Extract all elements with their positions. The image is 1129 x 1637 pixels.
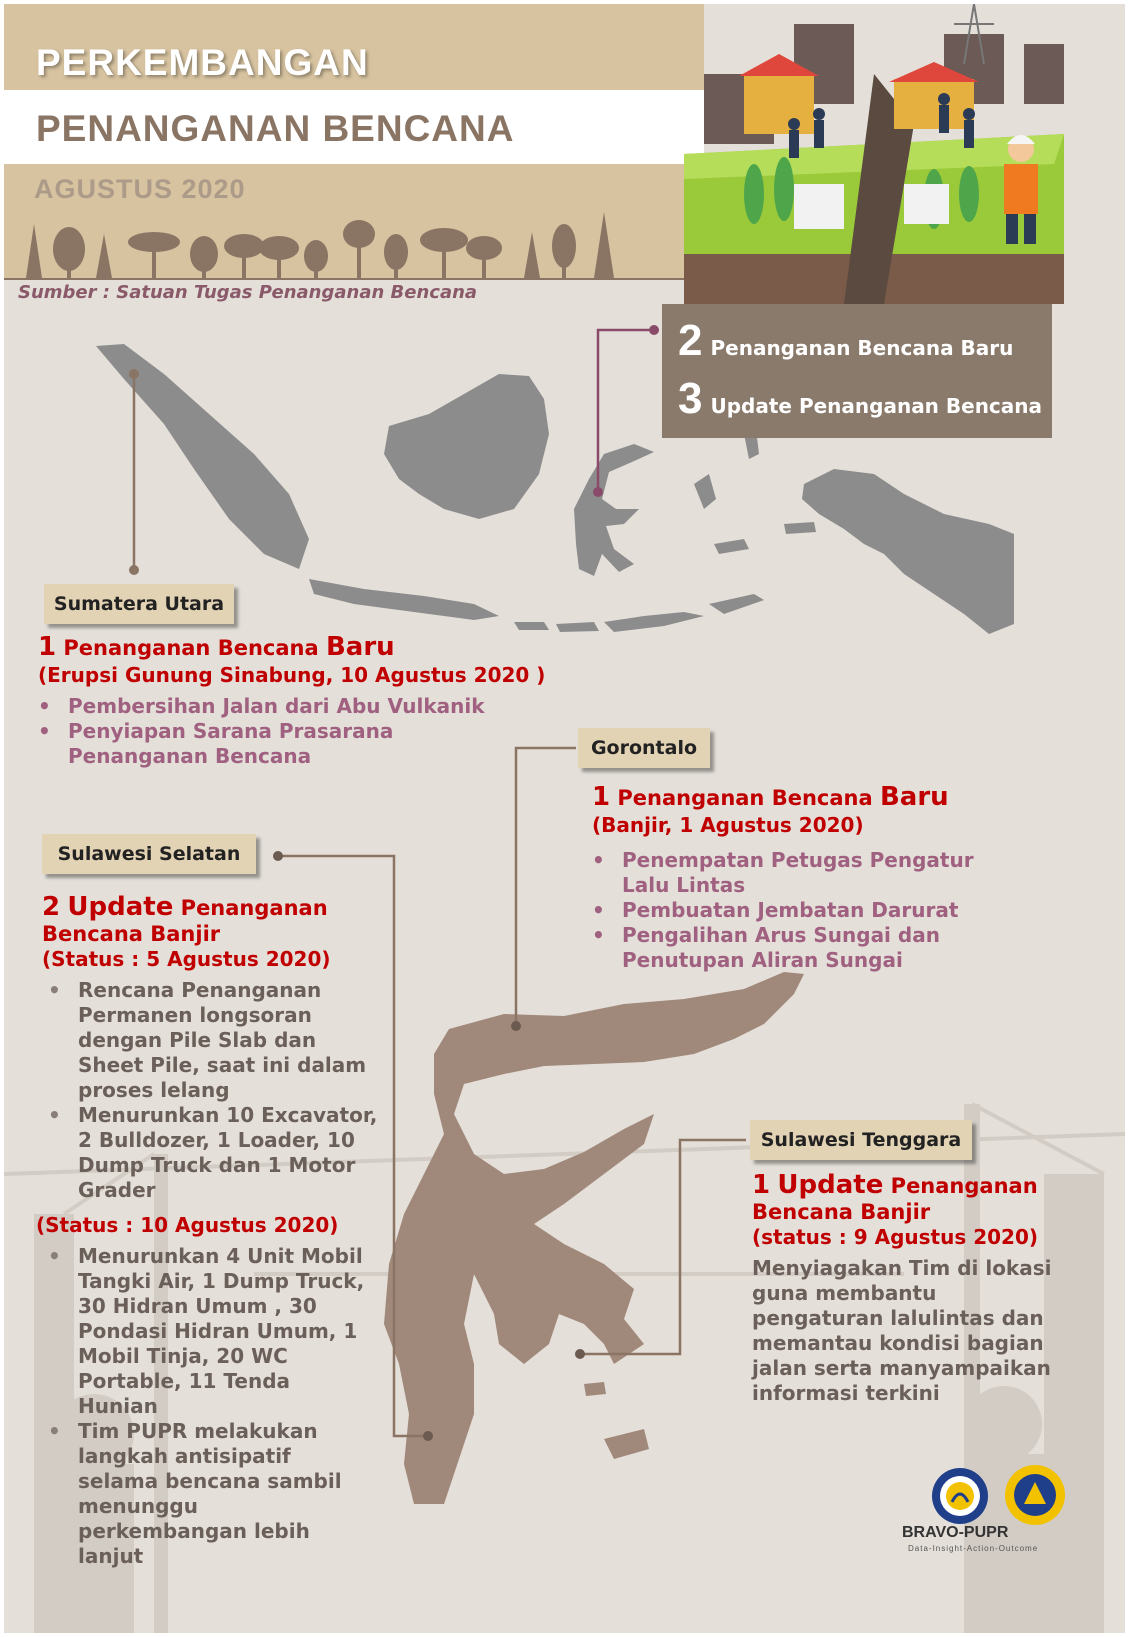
bravo-pupr-logo-icon <box>930 1466 990 1526</box>
gorontalo-bullets <box>592 848 1012 973</box>
sulawesi-tenggara-body: Menyiagakan Tim di lokasi guna membantu pengaturan lalulintas dan memantau kondisi bagian jalan serta manyampaikan informasi terkini <box>752 1256 1052 1405</box>
sulawesi-selatan-details-2 <box>36 1212 376 1569</box>
sulawesi-tenggara-heading-text1: Penanganan <box>890 1174 1038 1198</box>
label-sulawesi-selatan: Sulawesi Selatan <box>42 834 256 874</box>
sumatera-utara-heading-text: Penanganan Bencana <box>63 636 319 660</box>
pupr-ministry-logo-icon <box>1004 1464 1066 1526</box>
gorontalo-heading <box>592 782 1012 812</box>
sulawesi-selatan-heading-text1: Penanganan <box>180 896 328 920</box>
sulawesi-selatan-status-2: (Status : 10 Agustus 2020) <box>36 1213 339 1237</box>
sulawesi-selatan-count: 2 <box>42 892 61 922</box>
logo-name: BRAVO-PUPR <box>902 1524 1009 1541</box>
logo-tagline: Data-Insight-Action-Outcome <box>908 1544 1039 1553</box>
infographic <box>4 4 1125 1633</box>
source-note: Sumber : Satuan Tugas Penanganan Bencana <box>18 282 478 303</box>
list-item: • Pembersihan Jalan dari Abu Vulkanik <box>38 694 598 719</box>
sumatera-utara-heading-emph: Baru <box>325 632 395 662</box>
list-item: • Pengalihan Arus Sungai dan Penutupan Aliran Sungai <box>592 923 1042 973</box>
label-sulawesi-tenggara: Sulawesi Tenggara <box>750 1120 972 1160</box>
sumatera-utara-details <box>38 632 598 769</box>
sulawesi-tenggara-heading-line2: Bencana Banjir <box>752 1200 931 1224</box>
period-label: AGUSTUS 2020 <box>34 174 246 204</box>
list-item: • Pembuatan Jembatan Darurat <box>592 898 1012 923</box>
sumatera-utara-event: (Erupsi Gunung Sinabung, 10 Agustus 2020 ) <box>38 663 546 687</box>
sulawesi-tenggara-status: (status : 9 Agustus 2020) <box>752 1225 1039 1249</box>
list-item: • Tim PUPR melakukan langkah antisipatif selama bencana sambil menunggu perkembangan lebih lanjut <box>48 1419 368 1569</box>
gorontalo-heading-text: Penanganan Bencana <box>617 786 873 810</box>
list-item: • Menurunkan 4 Unit Mobil Tangki Air, 1 Dump Truck, 30 Hidran Umum , 30 Pondasi Hidran Umum, 1 Mobil Tinja, 20 WC Portable, 11 Tenda Hunian <box>48 1244 368 1419</box>
list-item: • Penyiapan Sarana Prasarana Penanganan Bencana <box>38 719 398 769</box>
list-item: • Menurunkan 10 Excavator, 2 Bulldozer, 1 Loader, 10 Dump Truck dan 1 Motor Grader <box>48 1103 378 1203</box>
sulawesi-selatan-status-1: (Status : 5 Agustus 2020) <box>42 947 331 971</box>
label-gorontalo: Gorontalo <box>578 728 710 768</box>
sumatera-utara-heading <box>38 632 598 662</box>
gorontalo-event: (Banjir, 1 Agustus 2020) <box>592 813 864 837</box>
gorontalo-count: 1 <box>592 782 611 812</box>
sumatera-utara-bullets <box>38 694 598 769</box>
sulawesi-selatan-bullets-1 <box>48 978 378 1203</box>
list-item: • Rencana Penanganan Permanen longsoran dengan Pile Slab dan Sheet Pile, saat ini dalam proses lelang <box>48 978 378 1103</box>
summary-update-text: Update Penanganan Bencana <box>710 394 1043 418</box>
sulawesi-selatan-bullets-2 <box>48 1244 368 1569</box>
disaster-illustration <box>684 4 1104 314</box>
list-item: • Penempatan Petugas Pengatur Lalu Lintas <box>592 848 1002 898</box>
title-line-1: PERKEMBANGAN <box>36 42 369 83</box>
summary-item-new <box>678 316 1013 366</box>
gorontalo-heading-emph: Baru <box>879 782 949 812</box>
tree-silhouette-decoration <box>4 204 704 280</box>
summary-update-count: 3 <box>678 374 703 423</box>
summary-new-count: 2 <box>678 316 703 365</box>
sumatera-utara-count: 1 <box>38 632 57 662</box>
sulawesi-selatan-heading-line2: Bencana Banjir <box>42 922 221 946</box>
sulawesi-tenggara-count: 1 <box>752 1170 771 1200</box>
sulawesi-tenggara-heading-emph: Update <box>777 1170 884 1200</box>
title-line-2: PENANGANAN BENCANA <box>36 108 515 149</box>
label-sumatera-utara: Sumatera Utara <box>44 584 234 624</box>
summary-new-text: Penanganan Bencana Baru <box>710 336 1014 360</box>
sulawesi-tenggara-details <box>752 1170 1062 1406</box>
gorontalo-details <box>592 782 1012 973</box>
sulawesi-selatan-details <box>42 892 382 1203</box>
summary-box <box>662 304 1052 438</box>
sulawesi-tenggara-heading <box>752 1170 1062 1200</box>
summary-item-update <box>678 374 1042 424</box>
sulawesi-selatan-heading-emph: Update <box>67 892 174 922</box>
sulawesi-selatan-heading <box>42 892 382 922</box>
